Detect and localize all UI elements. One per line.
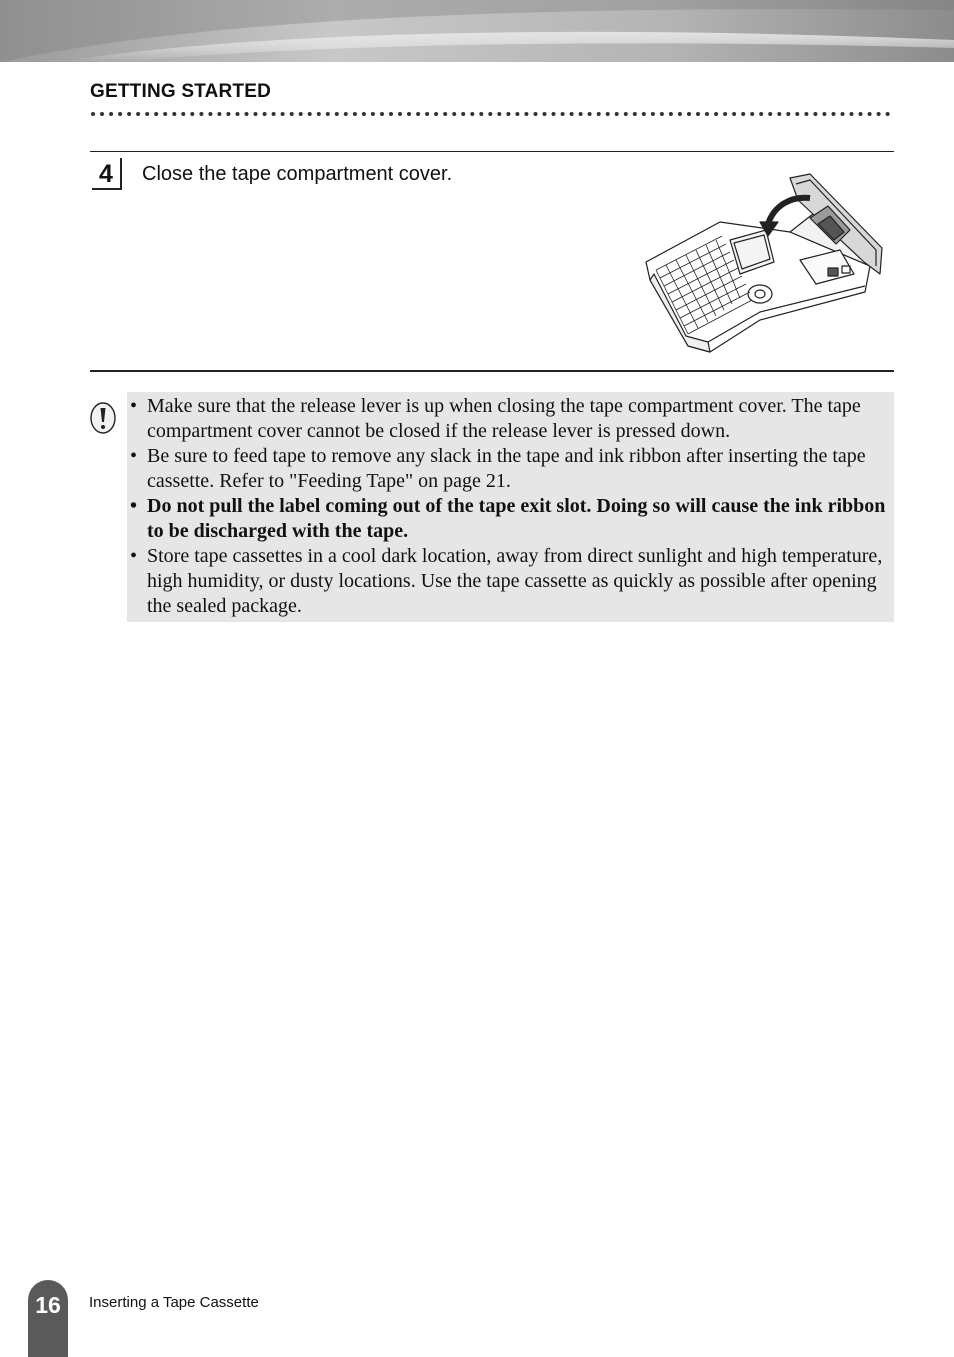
header-band bbox=[0, 0, 954, 62]
step-top-rule bbox=[90, 151, 894, 152]
dotted-divider bbox=[90, 109, 894, 119]
step-bottom-rule bbox=[90, 370, 894, 372]
label-printer-illustration bbox=[640, 170, 890, 356]
caution-item: • Store tape cassettes in a cool dark location, away from direct sunlight and high temperature, high humidity, or dusty locations. Use the tape cassette as quickly as possible after opening the sealed package. bbox=[127, 544, 888, 619]
caution-item: • Make sure that the release lever is up when closing the tape compartment cover. The tape compartment cover cannot be closed if the release lever is pressed down. bbox=[127, 394, 888, 444]
footer-section-name: Inserting a Tape Cassette bbox=[89, 1294, 259, 1311]
section-title: GETTING STARTED bbox=[90, 81, 272, 102]
step-instruction: Close the tape compartment cover. bbox=[142, 163, 453, 185]
caution-item: • Do not pull the label coming out of the tape exit slot. Doing so will cause the ink ribbon to be discharged with the tape. bbox=[127, 494, 888, 544]
exclamation-icon bbox=[89, 400, 117, 436]
caution-note bbox=[127, 392, 894, 622]
page-number: 16 bbox=[35, 1292, 61, 1318]
step-number: 4 bbox=[92, 158, 122, 190]
caution-item: • Be sure to feed tape to remove any slack in the tape and ink ribbon after inserting the tape cassette. Refer to "Feeding Tape" on page 21. bbox=[127, 444, 888, 494]
caution-list bbox=[127, 394, 888, 619]
